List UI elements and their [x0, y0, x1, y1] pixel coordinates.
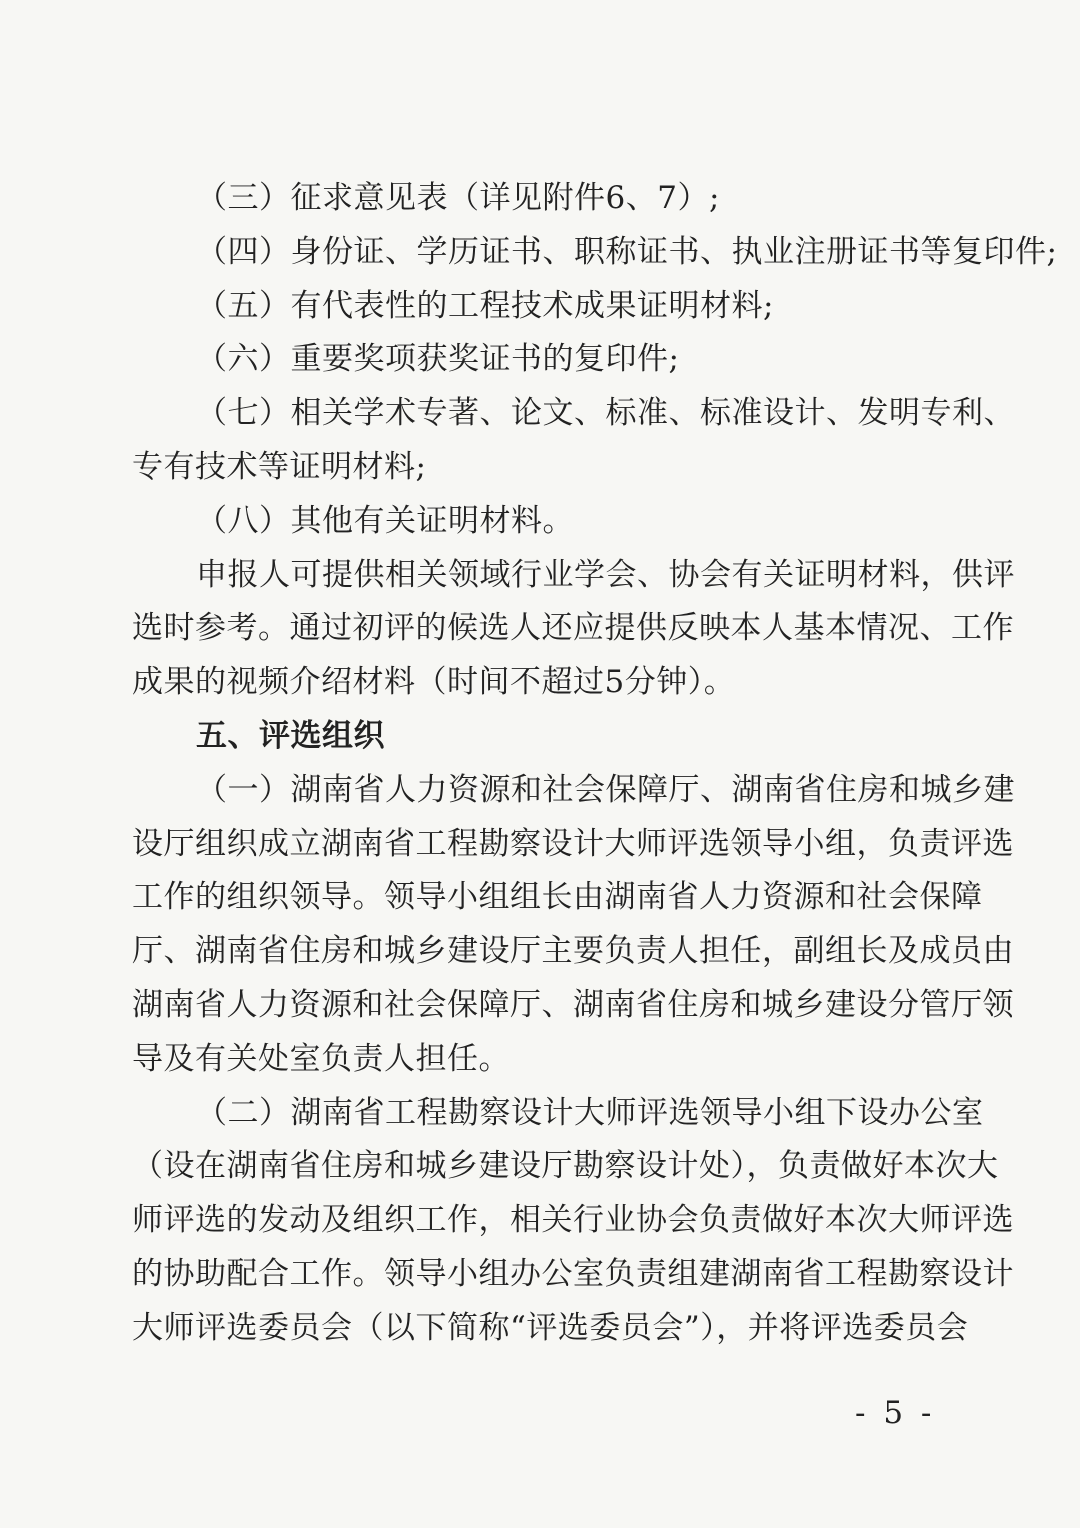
paragraph-line-2: 选时参考。通过初评的候选人还应提供反映本人基本情况、工作: [132, 610, 1014, 647]
section-paragraph-2-line-2: （设在湖南省住房和城乡建设厅勘察设计处），负责做好本次大: [132, 1148, 999, 1185]
paragraph-line-3: 成果的视频介绍材料（时间不超过5分钟）。: [132, 664, 736, 701]
section-paragraph-1-line-2: 设厅组织成立湖南省工程勘察设计大师评选领导小组，负责评选: [132, 825, 1014, 862]
list-item-eight: （八）其他有关证明材料。: [196, 502, 574, 539]
document-body: [132, 172, 1058, 1356]
section-paragraph-2-line-4: 的协助配合工作。领导小组办公室负责组建湖南省工程勘察设计: [132, 1255, 1014, 1292]
section-paragraph-2-line-3: 师评选的发动及组织工作，相关行业协会负责做好本次大师评选: [132, 1202, 1014, 1239]
section-paragraph-2-line-5: 大师评选委员会（以下简称“评选委员会”），并将评选委员会: [132, 1309, 969, 1346]
paragraph-line-1: 申报人可提供相关领域行业学会、协会有关证明材料，供评: [196, 556, 1015, 593]
section-paragraph-2-line-1: （二）湖南省工程勘察设计大师评选领导小组下设办公室: [196, 1094, 984, 1131]
section-paragraph-1-line-4: 厅、湖南省住房和城乡建设厅主要负责人担任，副组长及成员由: [132, 933, 1014, 970]
page-number: - 5 -: [855, 1395, 936, 1431]
section-paragraph-1-line-1: （一）湖南省人力资源和社会保障厅、湖南省住房和城乡建: [196, 771, 1015, 808]
section-heading: 五、评选组织: [196, 717, 385, 754]
section-paragraph-1-line-3: 工作的组织领导。领导小组组长由湖南省人力资源和社会保障: [132, 879, 983, 916]
list-item-seven-line-2: 专有技术等证明材料;: [132, 448, 427, 485]
list-item-three: （三）征求意见表（详见附件6、7）;: [196, 180, 720, 216]
section-paragraph-1-line-6: 导及有关处室负责人担任。: [132, 1040, 510, 1077]
list-item-six: （六）重要奖项获奖证书的复印件;: [196, 341, 680, 378]
list-item-five: （五）有代表性的工程技术成果证明材料;: [196, 287, 774, 324]
list-item-seven-line-1: （七）相关学术专著、论文、标准、标准设计、发明专利、: [196, 395, 1015, 432]
list-item-four: （四）身份证、学历证书、职称证书、执业注册证书等复印件;: [196, 233, 1058, 270]
section-paragraph-1-line-5: 湖南省人力资源和社会保障厅、湖南省住房和城乡建设分管厅领: [132, 986, 1014, 1023]
